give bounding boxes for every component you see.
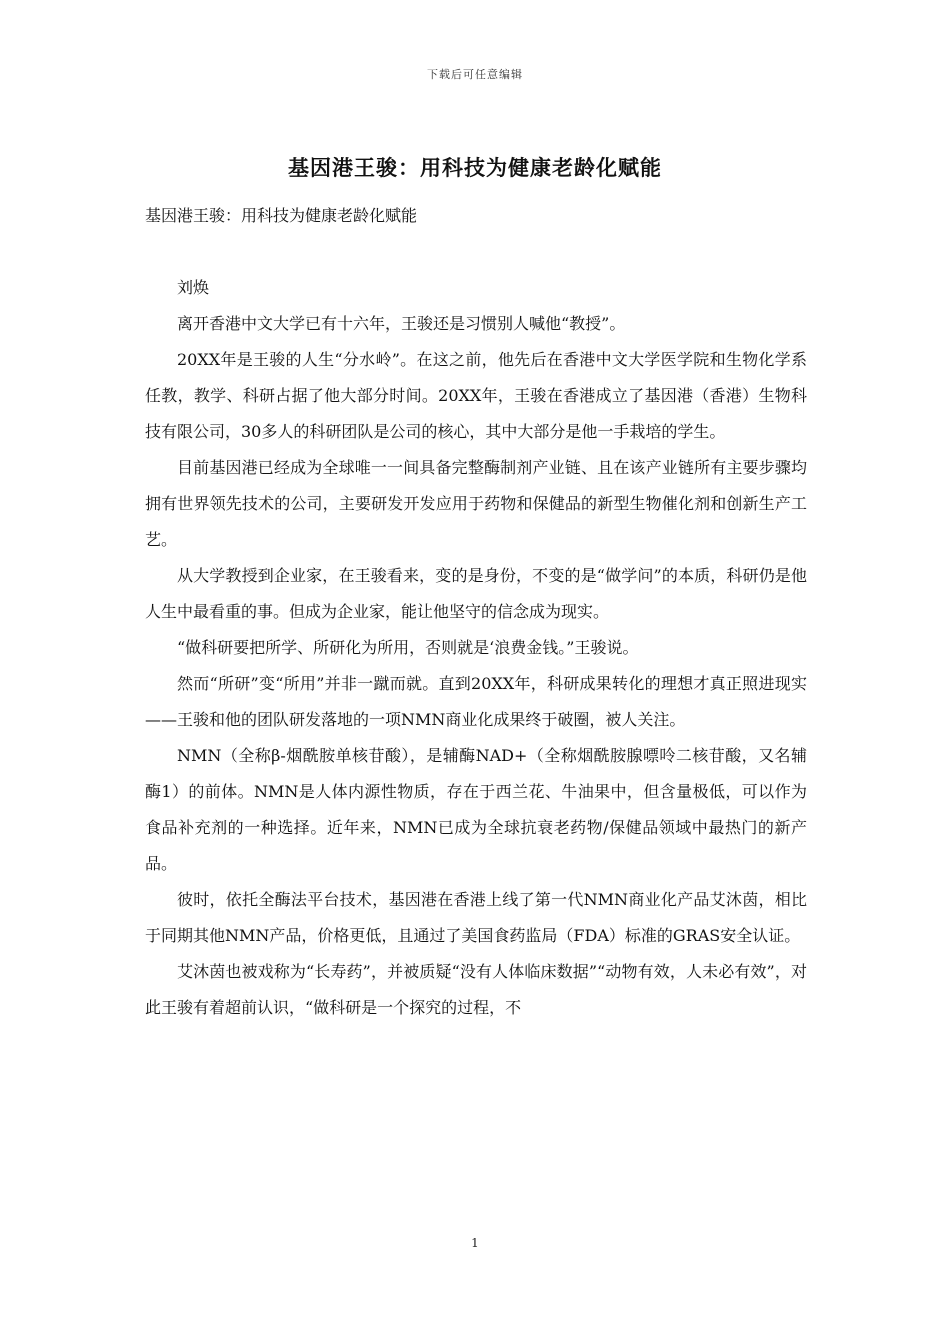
document-body <box>145 198 807 1026</box>
paragraph: 从大学教授到企业家，在王骏看来，变的是身份，不变的是“做学问”的本质，科研仍是他人生中最看重的事。但成为企业家，能让他坚守的信念成为现实。 <box>145 566 807 621</box>
page-number: 1 <box>471 1236 479 1250</box>
paragraph: “做科研要把所学、所研化为所用，否则就是‘浪费金钱。”王骏说。 <box>177 638 639 657</box>
paragraph: 彼时，依托全酶法平台技术，基因港在香港上线了第一代NMN商业化产品艾沐茵，相比于同期其他NMN产品，价格更低，且通过了美国食药监局（FDA）标准的GRAS安全认证。 <box>145 890 807 945</box>
document-subtitle: 基因港王骏：用科技为健康老龄化赋能 <box>145 206 418 225</box>
document-title: 基因港王骏：用科技为健康老龄化赋能 <box>288 155 662 180</box>
page-header-note: 下载后可任意编辑 <box>427 68 523 81</box>
paragraph: NMN（全称β-烟酰胺单核苷酸），是辅酶NAD+（全称烟酰胺腺嘌呤二核苷酸，又名辅酶1）的前体。NMN是人体内源性物质，存在于西兰花、牛油果中，但含量极低，可以作为食品补充剂的一种选择。近年来，NMN已成为全球抗衰老药物/保健品领域中最热门的新产品。 <box>145 746 807 873</box>
paragraph: 20XX年是王骏的人生“分水岭”。在这之前，他先后在香港中文大学医学院和生物化学系任教，教学、科研占据了他大部分时间。20XX年，王骏在香港成立了基因港（香港）生物科技有限公司，30多人的科研团队是公司的核心，其中大部分是他一手栽培的学生。 <box>145 350 807 441</box>
paragraph: 目前基因港已经成为全球唯一一间具备完整酶制剂产业链、且在该产业链所有主要步骤均拥有世界领先技术的公司，主要研发开发应用于药物和保健品的新型生物催化剂和创新生产工艺。 <box>145 458 807 549</box>
paragraph: 然而“所研”变“所用”并非一蹴而就。直到20XX年，科研成果转化的理想才真正照进现实——王骏和他的团队研发落地的一项NMN商业化成果终于破圈，被人关注。 <box>145 674 807 729</box>
paragraph: 艾沐茵也被戏称为“长寿药”，并被质疑“没有人体临床数据”“动物有效，人未必有效”，对此王骏有着超前认识，“做科研是一个探究的过程，不 <box>145 962 807 1017</box>
paragraph: 离开香港中文大学已有十六年，王骏还是习惯别人喊他“教授”。 <box>177 314 626 333</box>
author-line: 刘焕 <box>177 278 210 297</box>
